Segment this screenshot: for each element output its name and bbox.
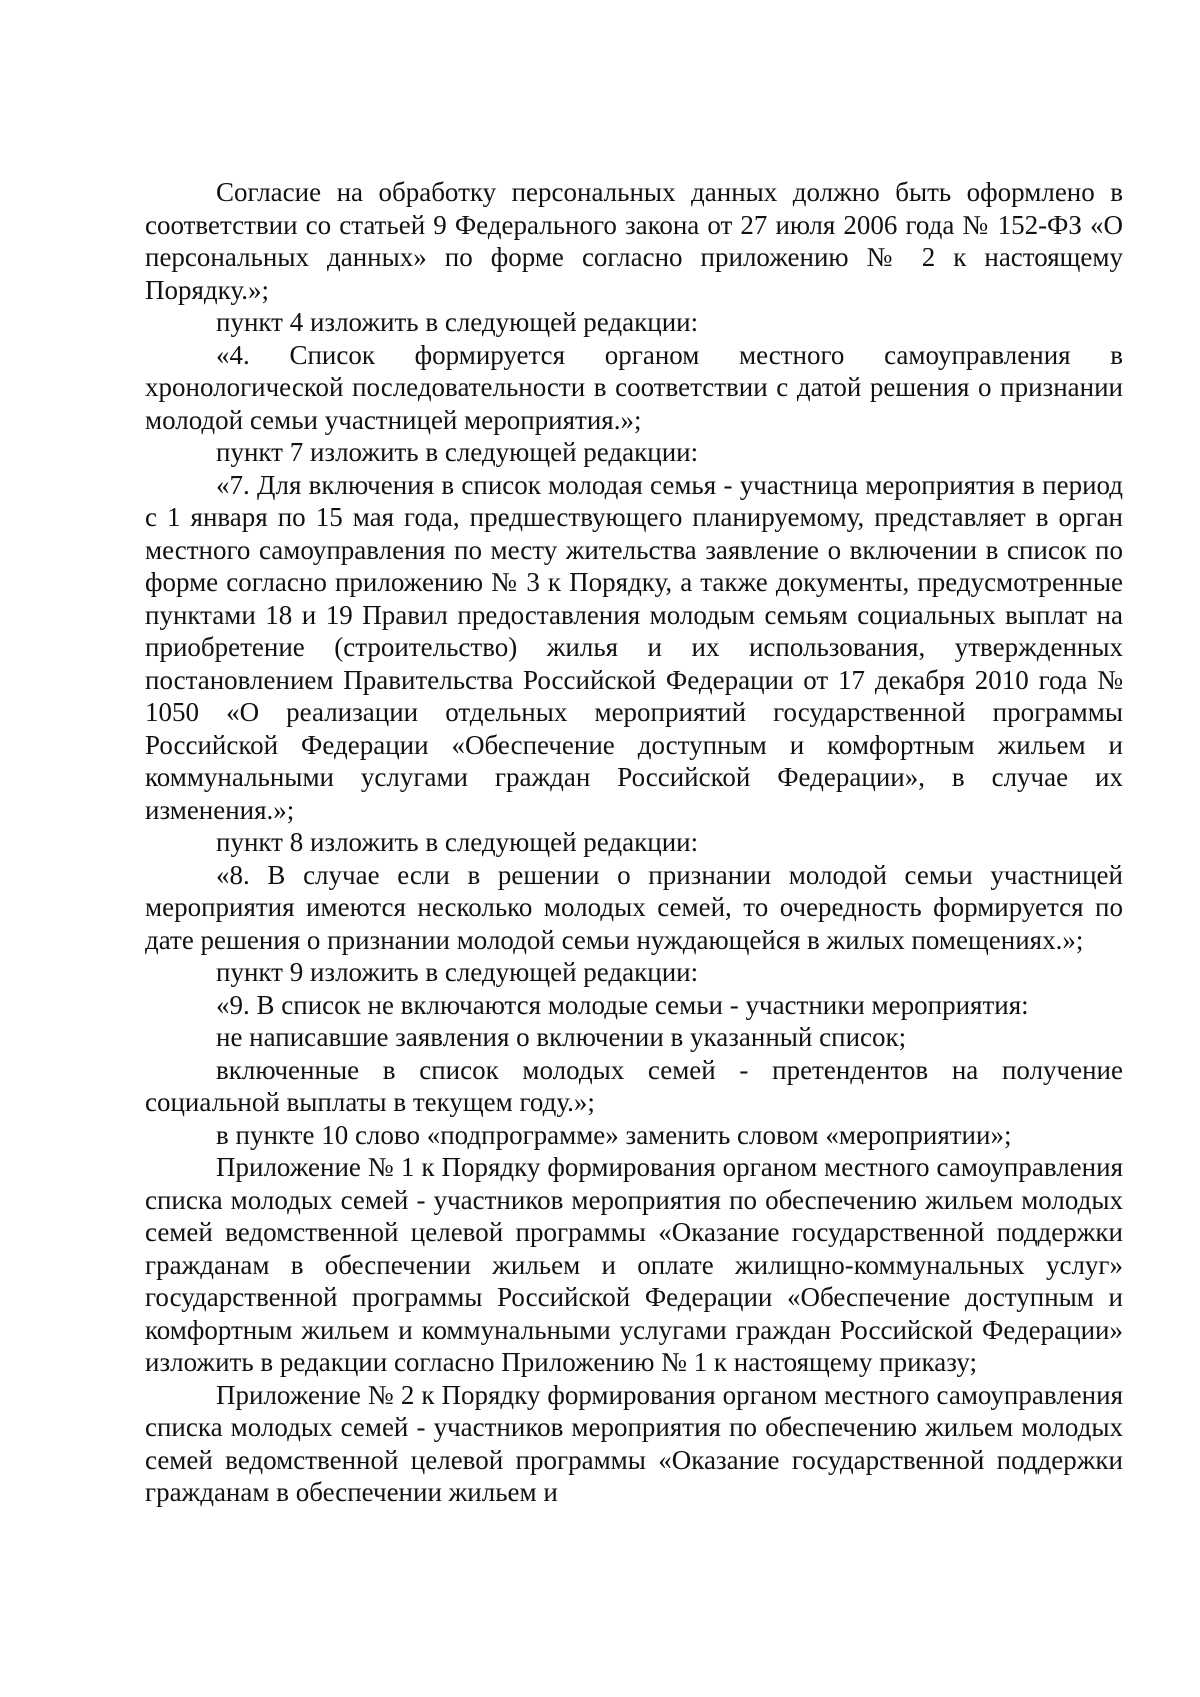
paragraph-appendix-1: Приложение № 1 к Порядку формирования органом местного самоуправления списка молодых семей - участников мероприятия по обеспечению жильем молодых семей ведомственной целевой программы «Оказание государственной поддержки гражданам в обеспечении жильем и оплате жилищно-коммунальных услуг» государственной программы Российской Федерации «Обеспечение доступным и комфортным жильем и коммунальными услугами граждан Российской Федерации» изложить в редакции согласно Приложению № 1 к настоящему приказу;	[145, 1152, 1123, 1377]
paragraph-point-7: «7. Для включения в список молодая семья - участница мероприятия в период с 1 января по 15 мая года, предшествующего планируемому, представляет в орган местного самоуправления по месту жительства заявление о включении в список по форме согласно приложению № 3 к Порядку, а также документы, предусмотренные пунктами 18 и 19 Правил предоставления молодым семьям социальных выплат на приобретение (строительство) жилья и их использования, утвержденных постановлением Правительства Российской Федерации от 17 декабря 2010 года № 1050 «О реализации отдельных мероприятий государственной программы Российской Федерации «Обеспечение доступным и комфортным жильем и коммунальными услугами граждан Российской Федерации», в случае их изменения.»;	[145, 469, 1123, 825]
document-page	[145, 176, 1123, 1509]
paragraph-consent: Согласие на обработку персональных данных должно быть оформлено в соответствии со статьей 9 Федерального закона от 27 июля 2006 года № 152-ФЗ «О персональных данных» по форме согласно приложению № 2 к настоящему Порядку.»;	[145, 177, 1123, 305]
paragraph-point-8-intro: пункт 8 изложить в следующей редакции:	[216, 827, 699, 857]
paragraph-point-10: в пункте 10 слово «подпрограмме» заменить словом «мероприятии»;	[216, 1119, 1012, 1150]
paragraph-point-9-item-2: включенные в список молодых семей - претендентов на получение социальной выплаты в текущем году.»;	[145, 1054, 1123, 1117]
paragraph-point-9-intro: пункт 9 изложить в следующей редакции:	[216, 957, 699, 987]
paragraph-point-8: «8. В случае если в решении о признании молодой семьи участницей мероприятия имеются несколько молодых семей, то очередность формируется по дате решения о признании молодой семьи нуждающейся в жилых помещениях.»;	[145, 859, 1123, 955]
paragraph-point-4-intro: пункт 4 изложить в следующей редакции:	[216, 307, 699, 337]
paragraph-appendix-2: Приложение № 2 к Порядку формирования органом местного самоуправления списка молодых семей - участников мероприятия по обеспечению жильем молодых семей ведомственной целевой программы «Оказание государственной поддержки гражданам в обеспечении жильем и	[145, 1379, 1123, 1507]
paragraph-point-9-item-1: не написавшие заявления о включении в указанный список;	[216, 1022, 907, 1052]
paragraph-point-4: «4. Список формируется органом местного самоуправления в хронологической последовательности в соответствии с датой решения о признании молодой семьи участницей мероприятия.»;	[145, 339, 1123, 435]
paragraph-point-9: «9. В список не включаются молодые семьи - участники мероприятия:	[216, 989, 1029, 1020]
paragraph-point-7-intro: пункт 7 изложить в следующей редакции:	[216, 437, 699, 467]
